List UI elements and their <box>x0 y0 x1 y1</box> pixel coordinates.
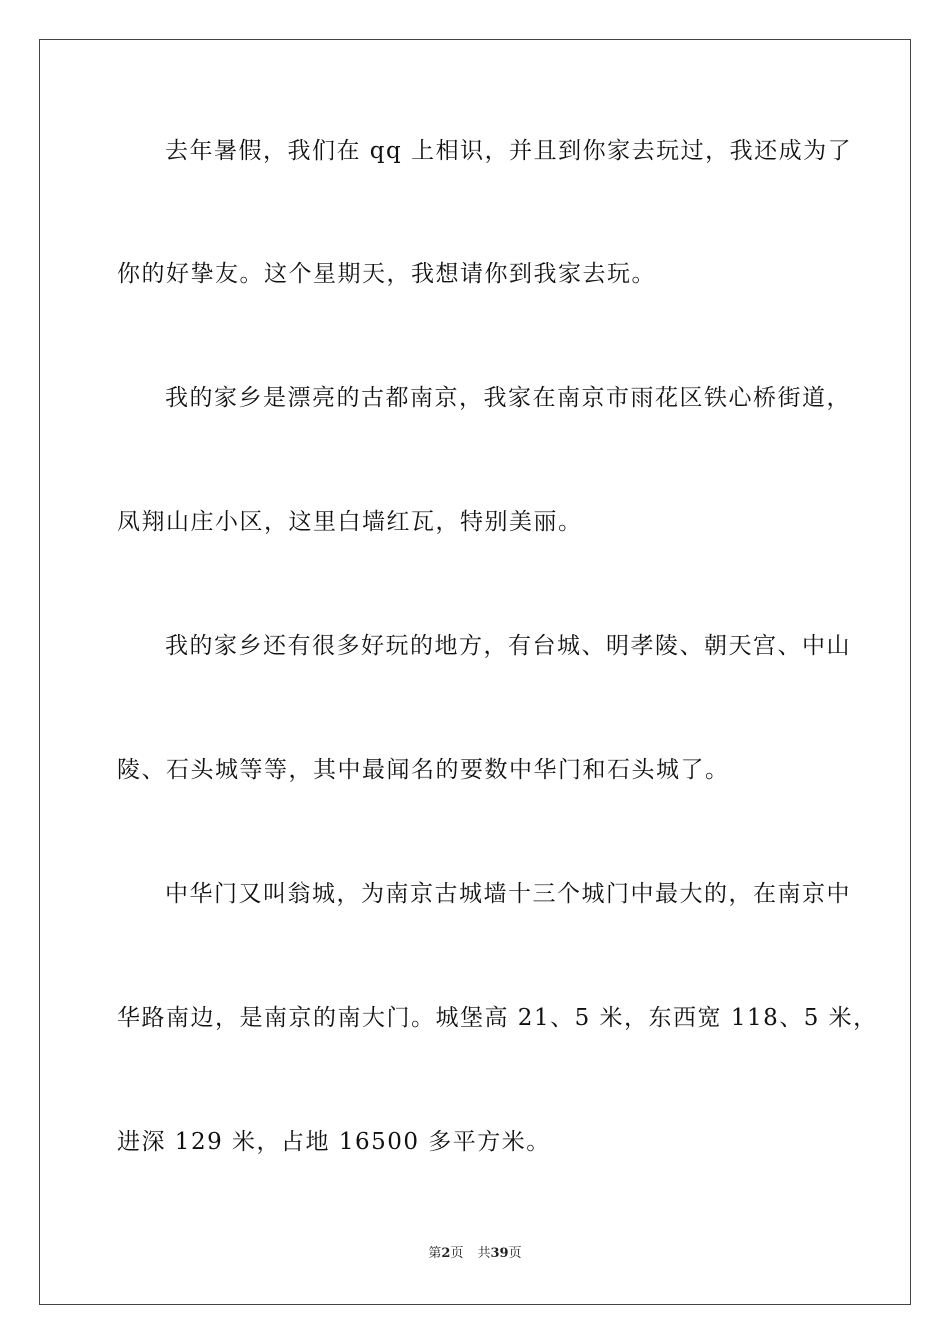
page-footer <box>0 1246 950 1262</box>
page-prefix: 第 <box>428 1246 442 1261</box>
paragraph-3-line-2: 陵、石头城等等，其中最闻名的要数中华门和石头城了。 <box>117 757 730 783</box>
paragraph-1-line-1: 去年暑假，我们在 qq 上相识，并且到你家去玩过，我还成为了 <box>165 138 853 164</box>
paragraph-4-line-3: 进深 129 米，占地 16500 多平方米。 <box>117 1129 551 1155</box>
page-border <box>39 39 911 1305</box>
paragraph-2-line-2: 凤翔山庄小区，这里白墙红瓦，特别美丽。 <box>117 509 583 535</box>
paragraph-3-line-1: 我的家乡还有很多好玩的地方，有台城、明孝陵、朝天宫、中山 <box>165 633 851 659</box>
page-number: 2 <box>441 1246 451 1261</box>
paragraph-4-line-1: 中华门又叫翁城，为南京古城墙十三个城门中最大的，在南京中 <box>165 881 851 907</box>
total-pages: 39 <box>490 1246 509 1261</box>
paragraph-1-line-2: 你的好挚友。这个星期天，我想请你到我家去玩。 <box>117 261 656 287</box>
paragraph-2-line-1: 我的家乡是漂亮的古都南京，我家在南京市雨花区铁心桥街道， <box>165 385 851 411</box>
total-prefix: 共 <box>477 1246 491 1261</box>
page-suffix: 页 <box>450 1246 464 1261</box>
total-suffix: 页 <box>508 1246 522 1261</box>
paragraph-4-line-2: 华路南边，是南京的南大门。城堡高 21、5 米，东西宽 118、5 米， <box>117 1005 878 1031</box>
